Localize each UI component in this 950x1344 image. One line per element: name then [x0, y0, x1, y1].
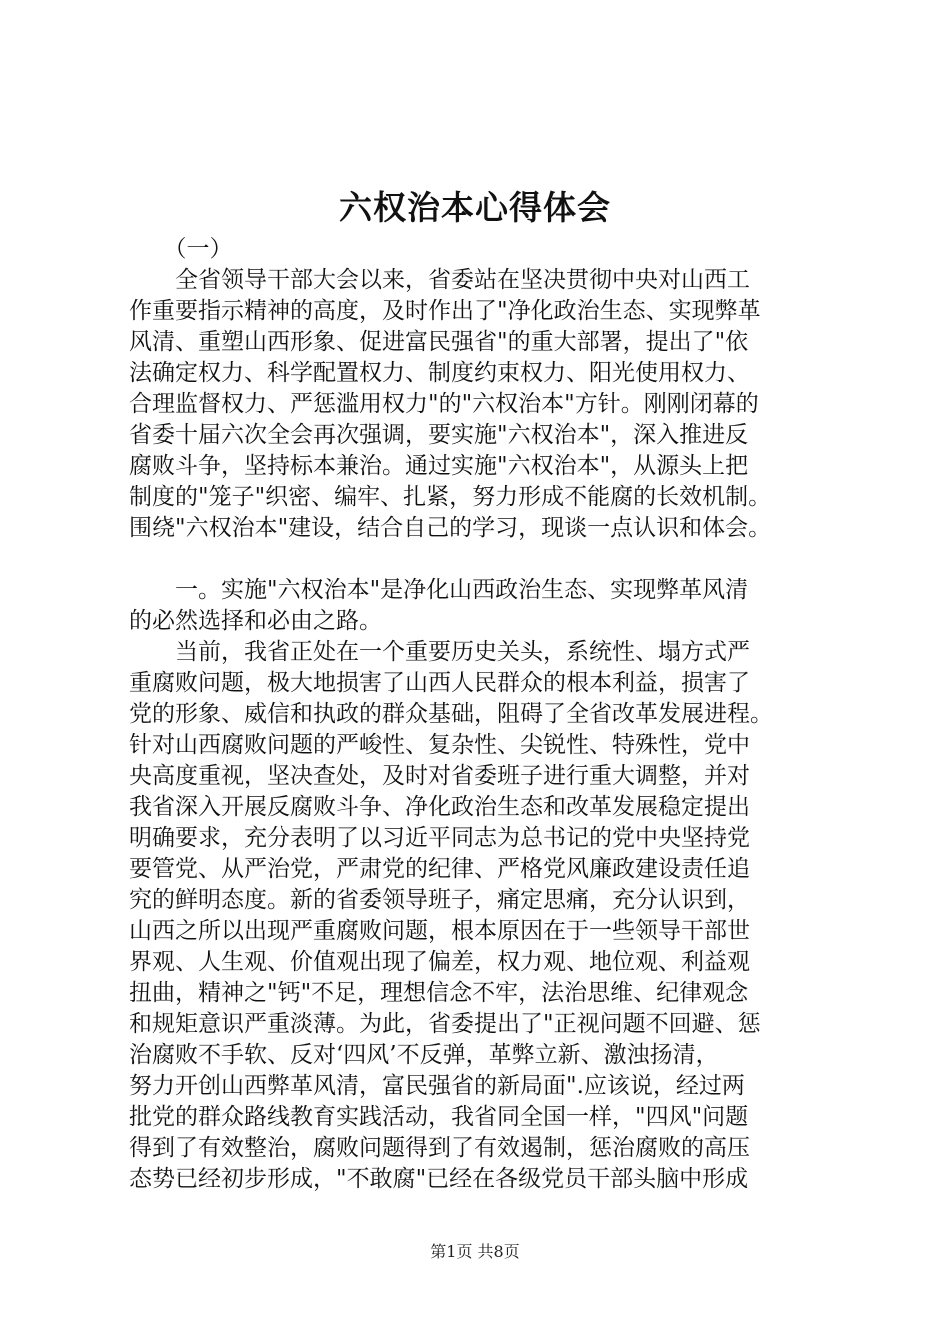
text-line: 法确定权力、科学配置权力、制度约束权力、阳光使用权力、 [129, 360, 750, 386]
text-line: 态势已经初步形成，"不敢腐"已经在各级党员干部头脑中形成 [129, 1166, 749, 1192]
text-line: 作重要指示精神的高度，及时作出了"净化政治生态、实现弊革 [129, 298, 761, 324]
text-line: 针对山西腐败问题的严峻性、复杂性、尖锐性、特殊性，党中 [129, 732, 750, 758]
text-line: 制度的"笼子"织密、编牢、扎紧，努力形成不能腐的长效机制。 [129, 484, 772, 510]
text-line: 风清、重塑山西形象、促进富民强省"的重大部署，提出了"依 [129, 329, 749, 355]
text-line: 努力开创山西弊革风清，富民强省的新局面".应该说，经过两 [129, 1073, 745, 1099]
text-line: 省委十届六次全会再次强调，要实施"六权治本"，深入推进反 [129, 422, 749, 448]
text-line: 当前，我省正处在一个重要历史关头，系统性、塌方式严 [129, 639, 750, 665]
text-line: 得到了有效整治，腐败问题得到了有效遏制，惩治腐败的高压 [129, 1135, 750, 1161]
page-footer: 第1页 共8页 [430, 1242, 520, 1261]
text-line: 扭曲，精神之"钙"不足，理想信念不牢，法治思维、纪律观念 [129, 980, 749, 1006]
text-line: （一） [129, 236, 233, 262]
text-line: 究的鲜明态度。新的省委领导班子，痛定思痛，充分认识到， [129, 887, 750, 913]
text-line: 腐败斗争，坚持标本兼治。通过实施"六权治本"，从源头上把 [129, 453, 749, 479]
text-line: 要管党、从严治党，严肃党的纪律、严格党风廉政建设责任追 [129, 856, 750, 882]
text-line: 我省深入开展反腐败斗争、净化政治生态和改革发展稳定提出 [129, 794, 750, 820]
text-line: 明确要求，充分表明了以习近平同志为总书记的党中央坚持党 [129, 825, 750, 851]
text-line: 的必然选择和必由之路。 [129, 608, 382, 634]
document-body [129, 234, 829, 1195]
text-line: 全省领导干部大会以来，省委站在坚决贯彻中央对山西工 [129, 267, 750, 293]
text-line: 一。实施"六权治本"是净化山西政治生态、实现弊革风清 [129, 577, 749, 603]
text-line: 山西之所以出现严重腐败问题，根本原因在于一些领导干部世 [129, 918, 750, 944]
blank-line [129, 544, 829, 575]
text-line: 治腐败不手软、反对‘四风’不反弹，革弊立新、激浊扬清， [129, 1042, 719, 1068]
text-line: 和规矩意识严重淡薄。为此，省委提出了"正视问题不回避、惩 [129, 1011, 761, 1037]
text-line: 界观、人生观、价值观出现了偏差，权力观、地位观、利益观 [129, 949, 750, 975]
text-line: 重腐败问题，极大地损害了山西人民群众的根本利益，损害了 [129, 670, 750, 696]
text-line: 合理监督权力、严惩滥用权力"的"六权治本"方针。刚刚闭幕的 [129, 391, 759, 417]
text-line: 围绕"六权治本"建设，结合自己的学习，现谈一点认识和体会。 [129, 515, 772, 541]
text-line: 央高度重视，坚决查处，及时对省委班子进行重大调整，并对 [129, 763, 750, 789]
text-line: 批党的群众路线教育实践活动，我省同全国一样，"四风"问题 [129, 1104, 749, 1130]
text-line: 党的形象、威信和执政的群众基础，阻碍了全省改革发展进程。 [129, 701, 773, 727]
document-title: 六权治本心得体会 [339, 188, 611, 227]
